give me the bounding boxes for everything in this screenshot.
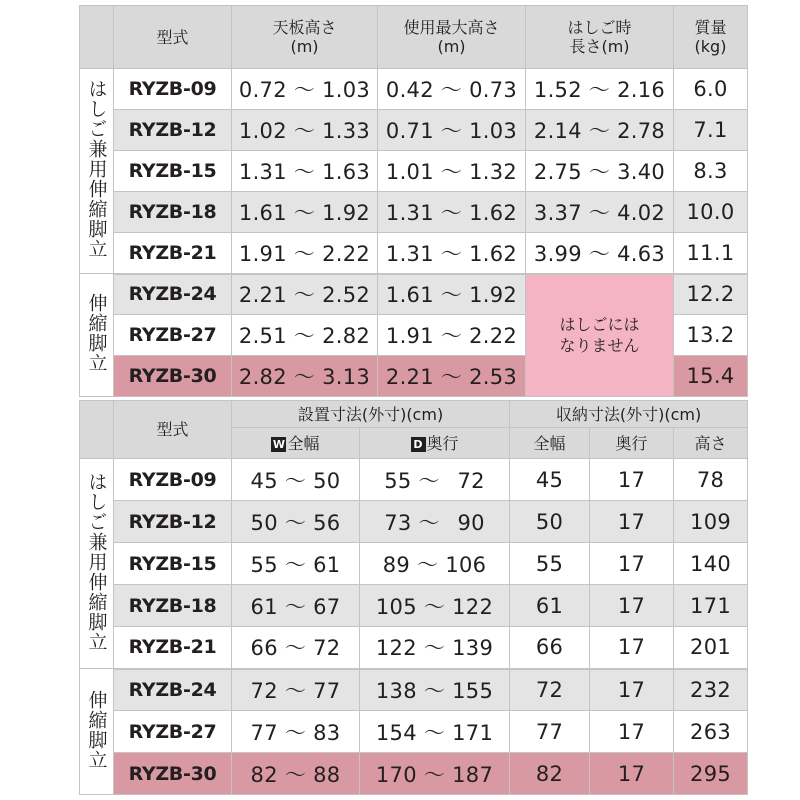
weight-cell: 12.2	[674, 274, 748, 315]
stored-depth-cell: 17	[590, 753, 674, 795]
stored-depth-cell: 17	[590, 501, 674, 543]
header-tabletop-height: 天板高さ (m)	[232, 6, 378, 69]
header-depth: D 奥行	[360, 428, 510, 459]
ladder-length-cell: 3.99 〜 4.63	[526, 233, 674, 274]
width-range-cell: 66 〜 72	[232, 627, 360, 669]
stored-depth-cell: 17	[590, 711, 674, 753]
tabletop-cell: 2.21 〜 2.52	[232, 274, 378, 315]
ladder-length-cell: 1.52 〜 2.16	[526, 69, 674, 110]
width-range-cell: 72 〜 77	[232, 669, 360, 711]
tabletop-cell: 2.51 〜 2.82	[232, 315, 378, 356]
header-stored-height: 高さ	[674, 428, 748, 459]
model-cell: RYZB-21	[114, 627, 232, 669]
depth-range-cell: 154 〜 171	[360, 711, 510, 753]
tabletop-cell: 1.61 〜 1.92	[232, 192, 378, 233]
weight-cell: 10.0	[674, 192, 748, 233]
table-row	[80, 110, 748, 151]
stored-depth-cell: 17	[590, 669, 674, 711]
width-range-cell: 61 〜 67	[232, 585, 360, 627]
table-row	[80, 459, 748, 501]
stored-width-cell: 45	[510, 459, 590, 501]
max-use-cell: 1.01 〜 1.32	[378, 151, 526, 192]
header-max-use-height: 使用最大高さ (m)	[378, 6, 526, 69]
max-use-cell: 1.91 〜 2.22	[378, 315, 526, 356]
depth-range-cell: 122 〜 139	[360, 627, 510, 669]
model-cell: RYZB-27	[114, 711, 232, 753]
header-model: 型式	[114, 6, 232, 69]
weight-cell: 15.4	[674, 356, 748, 397]
model-cell: RYZB-15	[114, 151, 232, 192]
model-cell: RYZB-12	[114, 110, 232, 151]
model-cell: RYZB-15	[114, 543, 232, 585]
model-cell: RYZB-12	[114, 501, 232, 543]
corner-cell	[80, 6, 114, 69]
stored-width-cell: 77	[510, 711, 590, 753]
group-label: 伸縮脚立	[80, 669, 114, 795]
ladder-length-cell: 2.14 〜 2.78	[526, 110, 674, 151]
table-row-highlight	[80, 753, 748, 795]
header-weight: 質量 (kg)	[674, 6, 748, 69]
stored-height-cell: 232	[674, 669, 748, 711]
no-ladder-note: はしごには なりません	[526, 274, 674, 397]
stored-height-cell: 140	[674, 543, 748, 585]
stored-width-cell: 66	[510, 627, 590, 669]
stored-height-cell: 78	[674, 459, 748, 501]
model-cell: RYZB-09	[114, 459, 232, 501]
max-use-cell: 1.31 〜 1.62	[378, 233, 526, 274]
depth-range-cell: 170 〜 187	[360, 753, 510, 795]
tabletop-cell: 1.02 〜 1.33	[232, 110, 378, 151]
depth-range-cell: 138 〜 155	[360, 669, 510, 711]
width-range-cell: 55 〜 61	[232, 543, 360, 585]
stored-width-cell: 55	[510, 543, 590, 585]
header-row	[80, 401, 748, 428]
depth-range-cell: 89 〜 106	[360, 543, 510, 585]
stored-height-cell: 295	[674, 753, 748, 795]
group-label: 伸縮脚立	[80, 274, 114, 397]
header-ladder-length: はしご時 長さ(m)	[526, 6, 674, 69]
width-range-cell: 82 〜 88	[232, 753, 360, 795]
weight-cell: 13.2	[674, 315, 748, 356]
header-row	[80, 6, 748, 69]
header-model: 型式	[114, 401, 232, 459]
width-range-cell: 50 〜 56	[232, 501, 360, 543]
model-cell: RYZB-24	[114, 274, 232, 315]
group-label: はしご兼用伸縮脚立	[80, 459, 114, 669]
header-stored-dimensions: 収納寸法(外寸)(cm)	[510, 401, 748, 428]
max-use-cell: 0.71 〜 1.03	[378, 110, 526, 151]
stored-depth-cell: 17	[590, 543, 674, 585]
max-use-cell: 1.31 〜 1.62	[378, 192, 526, 233]
model-cell: RYZB-18	[114, 585, 232, 627]
model-cell: RYZB-30	[114, 753, 232, 795]
header-width: W 全幅	[232, 428, 360, 459]
depth-range-cell: 55 〜 72	[360, 459, 510, 501]
model-cell: RYZB-18	[114, 192, 232, 233]
max-use-cell: 2.21 〜 2.53	[378, 356, 526, 397]
table-row	[80, 274, 748, 315]
ladder-length-cell: 2.75 〜 3.40	[526, 151, 674, 192]
table-row	[80, 669, 748, 711]
table-row	[80, 585, 748, 627]
header-stored-width: 全幅	[510, 428, 590, 459]
table-row	[80, 233, 748, 274]
max-use-cell: 1.61 〜 1.92	[378, 274, 526, 315]
table-row	[80, 711, 748, 753]
stored-depth-cell: 17	[590, 459, 674, 501]
weight-cell: 8.3	[674, 151, 748, 192]
tabletop-cell: 0.72 〜 1.03	[232, 69, 378, 110]
model-cell: RYZB-21	[114, 233, 232, 274]
model-cell: RYZB-09	[114, 69, 232, 110]
width-range-cell: 45 〜 50	[232, 459, 360, 501]
model-cell: RYZB-24	[114, 669, 232, 711]
corner-cell	[80, 401, 114, 459]
model-cell: RYZB-27	[114, 315, 232, 356]
header-installed-dimensions: 設置寸法(外寸)(cm)	[232, 401, 510, 428]
group-label: はしご兼用伸縮脚立	[80, 69, 114, 274]
table-row	[80, 627, 748, 669]
width-range-cell: 77 〜 83	[232, 711, 360, 753]
stored-depth-cell: 17	[590, 585, 674, 627]
ladder-spec-table	[79, 5, 748, 397]
table-row	[80, 543, 748, 585]
stored-width-cell: 61	[510, 585, 590, 627]
stored-width-cell: 50	[510, 501, 590, 543]
header-stored-depth: 奥行	[590, 428, 674, 459]
dimension-spec-table	[79, 400, 748, 795]
tabletop-cell: 2.82 〜 3.13	[232, 356, 378, 397]
table-row	[80, 69, 748, 110]
weight-cell: 11.1	[674, 233, 748, 274]
table-row	[80, 151, 748, 192]
stored-depth-cell: 17	[590, 627, 674, 669]
stored-width-cell: 72	[510, 669, 590, 711]
stored-height-cell: 263	[674, 711, 748, 753]
stored-height-cell: 109	[674, 501, 748, 543]
table-row	[80, 192, 748, 233]
tabletop-cell: 1.91 〜 2.22	[232, 233, 378, 274]
weight-cell: 6.0	[674, 69, 748, 110]
tabletop-cell: 1.31 〜 1.63	[232, 151, 378, 192]
table-row	[80, 501, 748, 543]
depth-badge-icon: D	[411, 437, 426, 452]
stored-height-cell: 201	[674, 627, 748, 669]
depth-range-cell: 105 〜 122	[360, 585, 510, 627]
weight-cell: 7.1	[674, 110, 748, 151]
depth-range-cell: 73 〜 90	[360, 501, 510, 543]
max-use-cell: 0.42 〜 0.73	[378, 69, 526, 110]
width-badge-icon: W	[272, 437, 286, 451]
stored-height-cell: 171	[674, 585, 748, 627]
ladder-length-cell: 3.37 〜 4.02	[526, 192, 674, 233]
stored-width-cell: 82	[510, 753, 590, 795]
model-cell: RYZB-30	[114, 356, 232, 397]
